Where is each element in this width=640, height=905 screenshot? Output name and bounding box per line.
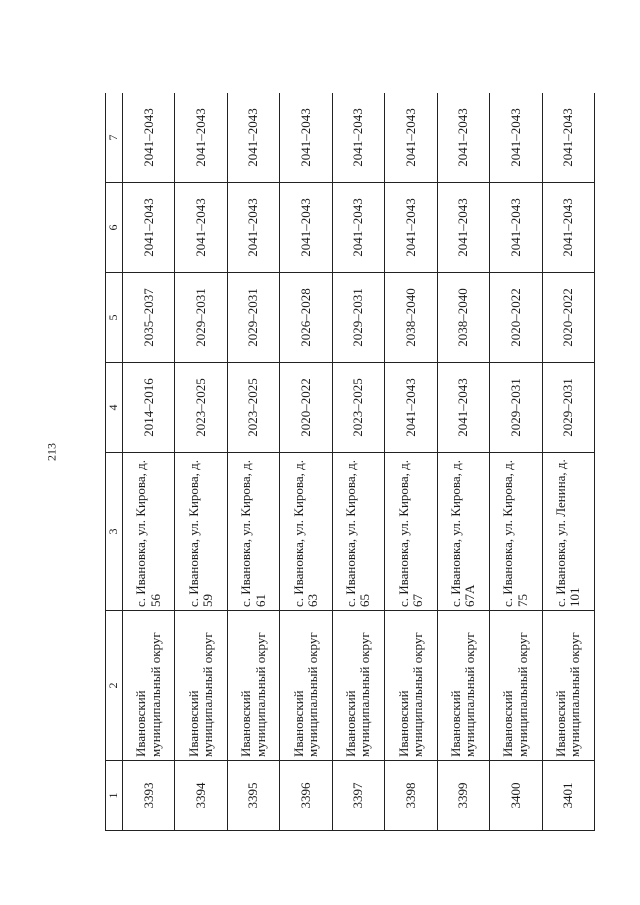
period-col4-cell: 2041–2043: [437, 363, 489, 453]
municipality-cell: Ивановский муниципальный округ: [280, 611, 332, 761]
period-col4-cell: 2023–2025: [175, 363, 227, 453]
period-col6-cell: 2041–2043: [175, 183, 227, 273]
period-col4-cell: 2041–2043: [385, 363, 437, 453]
period-col7-cell: 2041–2043: [385, 93, 437, 183]
column-header: 4: [106, 363, 123, 453]
period-col5-cell: 2038–2040: [437, 273, 489, 363]
period-col5-cell: 2029–2031: [332, 273, 384, 363]
period-col5-cell: 2038–2040: [385, 273, 437, 363]
period-col4-cell: 2023–2025: [227, 363, 279, 453]
address-cell: с. Ивановка, ул. Ленина, д. 101: [542, 453, 595, 611]
column-header: 2: [106, 611, 123, 761]
municipality-cell: Ивановский муниципальный округ: [437, 611, 489, 761]
municipality-cell: Ивановский муниципальный округ: [123, 611, 175, 761]
column-header: 6: [106, 183, 123, 273]
period-col5-cell: 2020–2022: [490, 273, 542, 363]
column-header: 1: [106, 761, 123, 831]
address-cell: с. Ивановка, ул. Кирова, д. 56: [123, 453, 175, 611]
period-col4-cell: 2014–2016: [123, 363, 175, 453]
period-col4-cell: 2023–2025: [332, 363, 384, 453]
page-number: 213: [44, 443, 59, 461]
period-col6-cell: 2041–2043: [332, 183, 384, 273]
header-row: [106, 93, 123, 831]
table-row: [437, 93, 489, 831]
row-number-cell: 3396: [280, 761, 332, 831]
address-cell: с. Ивановка, ул. Кирова, д. 75: [490, 453, 542, 611]
row-number-cell: 3399: [437, 761, 489, 831]
period-col6-cell: 2041–2043: [280, 183, 332, 273]
municipality-cell: Ивановский муниципальный округ: [175, 611, 227, 761]
table-row: [542, 93, 595, 831]
rotated-table-frame: [105, 93, 595, 831]
period-col7-cell: 2041–2043: [175, 93, 227, 183]
period-col7-cell: 2041–2043: [280, 93, 332, 183]
period-col5-cell: 2029–2031: [227, 273, 279, 363]
municipality-cell: Ивановский муниципальный округ: [542, 611, 595, 761]
column-header: 3: [106, 453, 123, 611]
row-number-cell: 3398: [385, 761, 437, 831]
table-row: [227, 93, 279, 831]
period-col7-cell: 2041–2043: [227, 93, 279, 183]
table-row: [123, 93, 175, 831]
period-col6-cell: 2041–2043: [123, 183, 175, 273]
municipality-cell: Ивановский муниципальный округ: [227, 611, 279, 761]
table-body: [123, 93, 595, 831]
period-col6-cell: 2041–2043: [490, 183, 542, 273]
table-row: [280, 93, 332, 831]
period-col6-cell: 2041–2043: [542, 183, 595, 273]
period-col7-cell: 2041–2043: [437, 93, 489, 183]
address-cell: с. Ивановка, ул. Кирова, д. 65: [332, 453, 384, 611]
municipality-cell: Ивановский муниципальный округ: [385, 611, 437, 761]
period-col6-cell: 2041–2043: [385, 183, 437, 273]
column-header: 7: [106, 93, 123, 183]
row-number-cell: 3395: [227, 761, 279, 831]
row-number-cell: 3400: [490, 761, 542, 831]
municipality-cell: Ивановский муниципальный округ: [490, 611, 542, 761]
row-number-cell: 3394: [175, 761, 227, 831]
address-cell: с. Ивановка, ул. Кирова, д. 67: [385, 453, 437, 611]
period-col4-cell: 2020–2022: [280, 363, 332, 453]
period-col5-cell: 2035–2037: [123, 273, 175, 363]
period-col4-cell: 2029–2031: [490, 363, 542, 453]
table-row: [490, 93, 542, 831]
period-col5-cell: 2020–2022: [542, 273, 595, 363]
municipality-cell: Ивановский муниципальный округ: [332, 611, 384, 761]
address-cell: с. Ивановка, ул. Кирова, д. 67А: [437, 453, 489, 611]
period-col7-cell: 2041–2043: [542, 93, 595, 183]
table-row: [332, 93, 384, 831]
period-col6-cell: 2041–2043: [227, 183, 279, 273]
period-col7-cell: 2041–2043: [123, 93, 175, 183]
address-cell: с. Ивановка, ул. Кирова, д. 59: [175, 453, 227, 611]
row-number-cell: 3393: [123, 761, 175, 831]
table-container: [105, 93, 595, 831]
schedule-table: [105, 93, 595, 831]
period-col4-cell: 2029–2031: [542, 363, 595, 453]
address-cell: с. Ивановка, ул. Кирова, д. 61: [227, 453, 279, 611]
period-col7-cell: 2041–2043: [490, 93, 542, 183]
address-cell: с. Ивановка, ул. Кирова, д. 63: [280, 453, 332, 611]
row-number-cell: 3397: [332, 761, 384, 831]
period-col6-cell: 2041–2043: [437, 183, 489, 273]
period-col5-cell: 2026–2028: [280, 273, 332, 363]
column-header: 5: [106, 273, 123, 363]
row-number-cell: 3401: [542, 761, 595, 831]
period-col5-cell: 2029–2031: [175, 273, 227, 363]
table-row: [175, 93, 227, 831]
table-row: [385, 93, 437, 831]
period-col7-cell: 2041–2043: [332, 93, 384, 183]
